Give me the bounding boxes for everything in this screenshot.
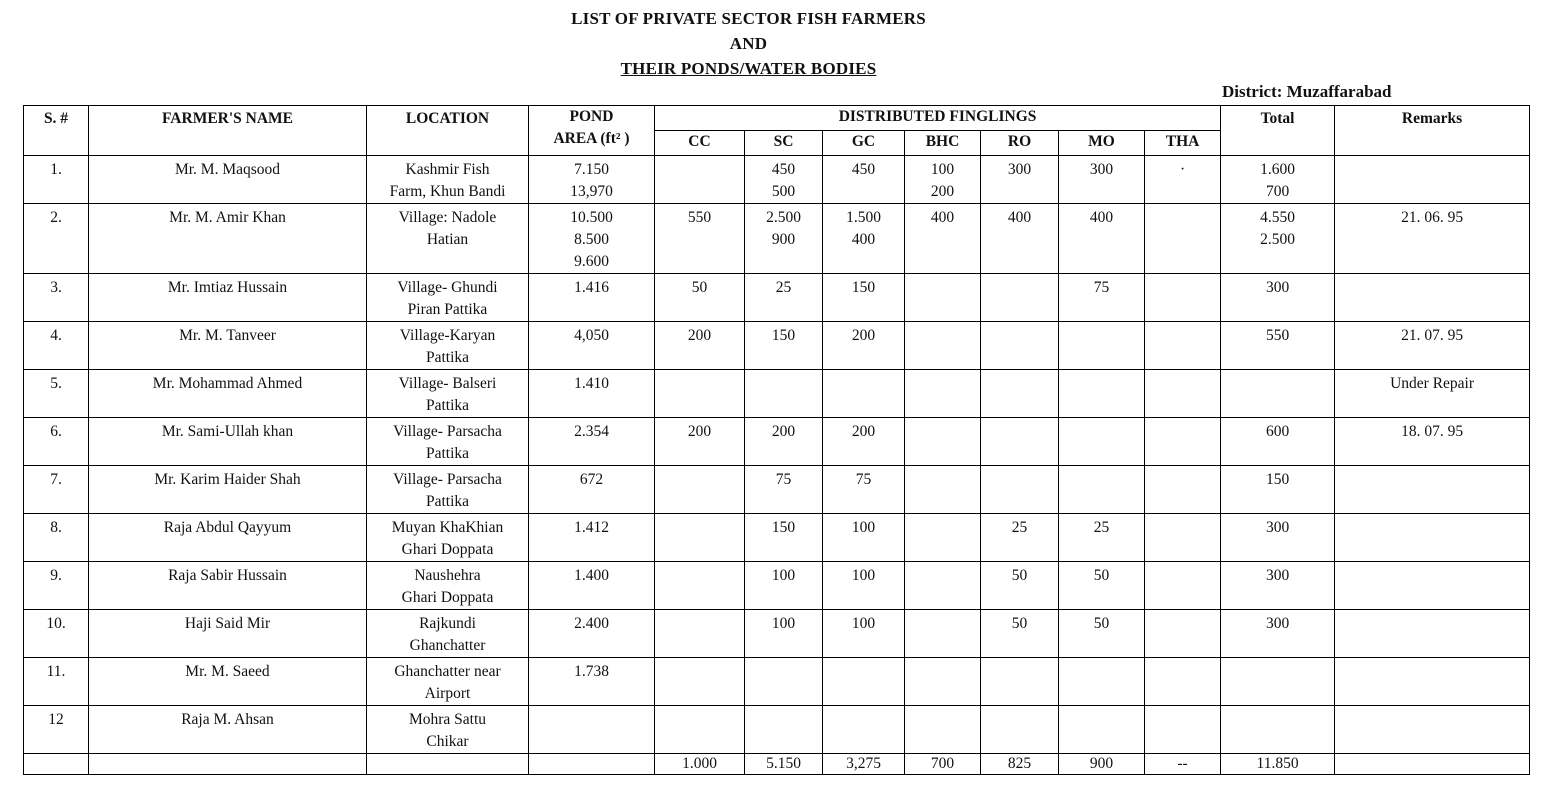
mo-cell-line: 50 [1093, 567, 1110, 584]
gc-cell [823, 562, 905, 610]
mo-cell [1059, 658, 1145, 706]
ro-cell-line: 300 [1007, 161, 1032, 178]
farmer-name-cell: Haji Said Mir [89, 610, 367, 658]
ro-cell [981, 156, 1059, 204]
sc-cell [745, 610, 823, 658]
total-cell [1221, 370, 1335, 418]
sno-cell: 7. [24, 466, 89, 514]
remarks-cell [1335, 610, 1530, 658]
sc-cell-line: 25 [775, 279, 792, 296]
pond-area-cell-line: 7.150 [574, 161, 609, 178]
total-cell [1221, 418, 1335, 466]
location-cell-line: Naushehra [414, 567, 481, 584]
tha-cell [1145, 514, 1221, 562]
mo-cell-line: 400 [1089, 209, 1114, 226]
pond-area-cell [529, 706, 655, 754]
ro-cell [981, 274, 1059, 322]
totals-sno-cell [24, 754, 89, 775]
cc-cell [655, 370, 745, 418]
pond-area-cell-line: 672 [579, 471, 604, 488]
farmer-name-cell: Raja Abdul Qayyum [89, 514, 367, 562]
cc-cell-line: 200 [687, 423, 712, 440]
remarks-cell: 21. 06. 95 [1335, 204, 1530, 274]
sno-cell: 3. [24, 274, 89, 322]
remarks-cell: 18. 07. 95 [1335, 418, 1530, 466]
sno-cell: 2. [24, 204, 89, 274]
pond-area-cell [529, 466, 655, 514]
table-row [24, 370, 1530, 418]
bhc-cell-line: 100 [930, 161, 955, 178]
ro-cell [981, 706, 1059, 754]
gc-cell [823, 706, 905, 754]
gc-cell [823, 322, 905, 370]
cc-cell [655, 514, 745, 562]
gc-cell [823, 466, 905, 514]
location-cell [367, 370, 529, 418]
mo-cell-line: 50 [1093, 615, 1110, 632]
location-cell-line: Ghari Doppata [401, 589, 494, 606]
totals-mo: 900 [1059, 754, 1145, 775]
location-cell-line: Muyan KhaKhian [391, 519, 504, 536]
ro-cell [981, 466, 1059, 514]
totals-location-cell [367, 754, 529, 775]
sc-cell-line: 900 [771, 231, 796, 248]
sc-cell [745, 706, 823, 754]
tha-cell [1145, 204, 1221, 274]
location-cell-line: Village- Balseri [398, 375, 497, 392]
cc-cell [655, 274, 745, 322]
location-cell [367, 322, 529, 370]
total-cell-line: 300 [1265, 567, 1290, 584]
tha-cell [1145, 156, 1221, 204]
gc-cell [823, 514, 905, 562]
table-row [24, 610, 1530, 658]
totals-tha: -- [1145, 754, 1221, 775]
bhc-cell [905, 204, 981, 274]
header-farmer-name: FARMER'S NAME [89, 106, 367, 156]
pond-area-cell [529, 562, 655, 610]
location-cell-line: Ghari Doppata [401, 541, 494, 558]
farmer-name-cell: Raja Sabir Hussain [89, 562, 367, 610]
district-label: District: Muzaffarabad [1222, 82, 1392, 101]
cc-cell [655, 562, 745, 610]
pond-area-cell [529, 418, 655, 466]
location-cell [367, 418, 529, 466]
location-cell [367, 658, 529, 706]
pond-area-cell [529, 514, 655, 562]
gc-cell [823, 274, 905, 322]
sc-cell [745, 658, 823, 706]
sc-cell [745, 418, 823, 466]
ro-cell-line: 50 [1011, 615, 1028, 632]
table-row [24, 418, 1530, 466]
gc-cell-line: 75 [855, 471, 872, 488]
sc-cell-line: 2.500 [766, 209, 801, 226]
bhc-cell-line: 200 [930, 183, 955, 200]
cc-cell [655, 204, 745, 274]
sc-cell [745, 514, 823, 562]
total-cell [1221, 658, 1335, 706]
remarks-cell: Under Repair [1335, 370, 1530, 418]
tha-cell [1145, 466, 1221, 514]
sc-cell [745, 274, 823, 322]
ro-cell [981, 610, 1059, 658]
totals-cc: 1.000 [655, 754, 745, 775]
totals-total: 11.850 [1221, 754, 1335, 775]
total-cell-line: 2.500 [1260, 231, 1295, 248]
gc-cell [823, 370, 905, 418]
sc-cell [745, 322, 823, 370]
mo-cell [1059, 370, 1145, 418]
sno-cell: 6. [24, 418, 89, 466]
location-cell [367, 610, 529, 658]
location-cell-line: Mohra Sattu [408, 711, 487, 728]
mo-cell-line: 300 [1089, 161, 1114, 178]
remarks-cell [1335, 562, 1530, 610]
gc-cell-line: 100 [851, 519, 876, 536]
bhc-cell [905, 156, 981, 204]
sno-cell: 12 [24, 706, 89, 754]
pond-area-cell-line: 13,970 [570, 183, 613, 200]
mo-cell [1059, 418, 1145, 466]
header-total: Total [1221, 106, 1335, 156]
mo-cell [1059, 204, 1145, 274]
gc-cell [823, 156, 905, 204]
location-cell-line: Chikar [426, 733, 469, 750]
pond-area-cell [529, 370, 655, 418]
total-cell-line: 4.550 [1260, 209, 1295, 226]
sc-cell-line: 150 [771, 327, 796, 344]
sno-cell: 4. [24, 322, 89, 370]
location-cell-line: Kashmir Fish [405, 161, 490, 178]
total-cell-line: 300 [1265, 615, 1290, 632]
total-cell [1221, 156, 1335, 204]
cc-cell-line: 50 [691, 279, 708, 296]
sc-cell-line: 500 [771, 183, 796, 200]
farmer-name-cell: Mr. Imtiaz Hussain [89, 274, 367, 322]
sc-cell-line: 100 [771, 615, 796, 632]
location-cell [367, 562, 529, 610]
sno-cell: 11. [24, 658, 89, 706]
gc-cell-line: 150 [851, 279, 876, 296]
header-pond-line-1: POND [569, 108, 614, 125]
location-cell-line: Ghanchatter near [394, 663, 501, 680]
bhc-cell [905, 322, 981, 370]
total-cell-line: 600 [1265, 423, 1290, 440]
bhc-cell [905, 418, 981, 466]
ro-cell [981, 514, 1059, 562]
location-cell-line: Village- Parsacha [393, 471, 502, 488]
mo-cell [1059, 156, 1145, 204]
totals-area-cell [529, 754, 655, 775]
header-cc: CC [655, 131, 745, 156]
cc-cell [655, 706, 745, 754]
cc-cell [655, 466, 745, 514]
total-cell [1221, 466, 1335, 514]
totals-name-cell [89, 754, 367, 775]
bhc-cell [905, 370, 981, 418]
location-cell-line: Village-Karyan [399, 327, 496, 344]
tha-cell [1145, 562, 1221, 610]
location-cell-line: Village: Nadole [398, 209, 497, 226]
location-cell-line: Rajkundi [419, 615, 476, 632]
pond-area-cell-line: 9.600 [574, 253, 609, 270]
tha-cell-line: · [1179, 161, 1186, 178]
table-row [24, 706, 1530, 754]
totals-sc: 5.150 [745, 754, 823, 775]
ro-cell-line: 25 [1011, 519, 1028, 536]
header-row-1 [24, 106, 1530, 131]
gc-cell-line: 400 [851, 231, 876, 248]
total-cell [1221, 322, 1335, 370]
location-cell [367, 156, 529, 204]
header-remarks: Remarks [1335, 106, 1530, 156]
pond-area-cell-line: 1.738 [574, 663, 609, 680]
remarks-cell [1335, 274, 1530, 322]
location-cell [367, 466, 529, 514]
total-cell [1221, 562, 1335, 610]
remarks-cell [1335, 658, 1530, 706]
pond-area-cell [529, 156, 655, 204]
mo-cell [1059, 466, 1145, 514]
gc-cell-line: 100 [851, 615, 876, 632]
location-cell-line: Farm, Khun Bandi [389, 183, 506, 200]
ro-cell [981, 658, 1059, 706]
mo-cell [1059, 514, 1145, 562]
gc-cell-line: 200 [851, 423, 876, 440]
remarks-cell [1335, 706, 1530, 754]
sc-cell-line: 450 [771, 161, 796, 178]
sno-cell: 9. [24, 562, 89, 610]
total-cell-line: 1.600 [1260, 161, 1295, 178]
location-cell [367, 274, 529, 322]
document-title-line-2: AND [729, 34, 768, 53]
header-mo: MO [1059, 131, 1145, 156]
farmer-name-cell: Mr. M. Maqsood [89, 156, 367, 204]
header-ro: RO [981, 131, 1059, 156]
header-pond-area [529, 106, 655, 156]
tha-cell [1145, 274, 1221, 322]
bhc-cell [905, 658, 981, 706]
location-cell-line: Ghanchatter [409, 637, 486, 654]
farmer-name-cell: Mr. Sami-Ullah khan [89, 418, 367, 466]
total-cell [1221, 204, 1335, 274]
sno-cell: 10. [24, 610, 89, 658]
pond-area-cell-line: 8.500 [574, 231, 609, 248]
total-cell-line: 300 [1265, 519, 1290, 536]
document-title-line-3: THEIR PONDS/WATER BODIES [620, 59, 877, 78]
ro-cell-line: 50 [1011, 567, 1028, 584]
location-cell [367, 204, 529, 274]
totals-gc: 3,275 [823, 754, 905, 775]
ro-cell [981, 562, 1059, 610]
ro-cell [981, 204, 1059, 274]
bhc-cell [905, 706, 981, 754]
farmer-name-cell: Mr. M. Amir Khan [89, 204, 367, 274]
table-row [24, 274, 1530, 322]
location-cell-line: Village- Ghundi [397, 279, 498, 296]
header-pond-line-2: AREA (ft² ) [553, 130, 630, 147]
sno-cell: 1. [24, 156, 89, 204]
sc-cell-line: 200 [771, 423, 796, 440]
table-row [24, 466, 1530, 514]
mo-cell [1059, 562, 1145, 610]
total-cell-line: 150 [1265, 471, 1290, 488]
totals-remarks-cell [1335, 754, 1530, 775]
farmer-name-cell: Raja M. Ahsan [89, 706, 367, 754]
tha-cell [1145, 658, 1221, 706]
table-row [24, 322, 1530, 370]
header-sno: S. # [24, 106, 89, 156]
farmer-name-cell: Mr. Mohammad Ahmed [89, 370, 367, 418]
sc-cell-line: 75 [775, 471, 792, 488]
sc-cell [745, 562, 823, 610]
tha-cell [1145, 706, 1221, 754]
ro-cell-line: 400 [1007, 209, 1032, 226]
total-cell [1221, 706, 1335, 754]
gc-cell [823, 610, 905, 658]
sc-cell [745, 156, 823, 204]
fish-farmers-table [23, 105, 1530, 775]
table-row [24, 562, 1530, 610]
mo-cell-line: 75 [1093, 279, 1110, 296]
bhc-cell [905, 610, 981, 658]
header-gc: GC [823, 131, 905, 156]
totals-row [24, 754, 1530, 775]
total-cell [1221, 514, 1335, 562]
tha-cell [1145, 370, 1221, 418]
pond-area-cell [529, 274, 655, 322]
tha-cell [1145, 610, 1221, 658]
mo-cell [1059, 706, 1145, 754]
header-tha: THA [1145, 131, 1221, 156]
gc-cell-line: 1.500 [846, 209, 881, 226]
sc-cell [745, 370, 823, 418]
cc-cell-line: 550 [687, 209, 712, 226]
gc-cell [823, 204, 905, 274]
bhc-cell [905, 514, 981, 562]
gc-cell-line: 100 [851, 567, 876, 584]
farmer-name-cell: Mr. M. Saeed [89, 658, 367, 706]
remarks-cell: 21. 07. 95 [1335, 322, 1530, 370]
location-cell-line: Pattika [425, 397, 470, 414]
mo-cell [1059, 322, 1145, 370]
remarks-cell [1335, 514, 1530, 562]
table-row [24, 514, 1530, 562]
total-cell-line: 700 [1265, 183, 1290, 200]
table-row [24, 658, 1530, 706]
document-title-line-1: LIST OF PRIVATE SECTOR FISH FARMERS [571, 9, 926, 28]
sno-cell: 8. [24, 514, 89, 562]
cc-cell [655, 658, 745, 706]
table-row [24, 156, 1530, 204]
bhc-cell [905, 466, 981, 514]
location-cell-line: Airport [424, 685, 471, 702]
table-body [24, 156, 1530, 754]
location-cell-line: Pattika [425, 349, 470, 366]
cc-cell [655, 418, 745, 466]
pond-area-cell-line: 4,050 [574, 327, 609, 344]
total-cell [1221, 274, 1335, 322]
pond-area-cell-line: 1.416 [574, 279, 609, 296]
totals-ro: 825 [981, 754, 1059, 775]
header-distributed-finglings: DISTRIBUTED FINGLINGS [655, 106, 1221, 131]
tha-cell [1145, 418, 1221, 466]
cc-cell [655, 322, 745, 370]
table-row [24, 204, 1530, 274]
sc-cell [745, 204, 823, 274]
ro-cell [981, 322, 1059, 370]
ro-cell [981, 418, 1059, 466]
sc-cell [745, 466, 823, 514]
location-cell [367, 514, 529, 562]
total-cell-line: 300 [1265, 279, 1290, 296]
bhc-cell [905, 562, 981, 610]
cc-cell [655, 610, 745, 658]
location-cell-line: Pattika [425, 445, 470, 462]
ro-cell [981, 370, 1059, 418]
pond-area-cell [529, 658, 655, 706]
mo-cell [1059, 274, 1145, 322]
sno-cell: 5. [24, 370, 89, 418]
totals-bhc: 700 [905, 754, 981, 775]
pond-area-cell-line: 10.500 [570, 209, 613, 226]
sc-cell-line: 150 [771, 519, 796, 536]
mo-cell-line: 25 [1093, 519, 1110, 536]
farmer-name-cell: Mr. M. Tanveer [89, 322, 367, 370]
gc-cell-line: 450 [851, 161, 876, 178]
pond-area-cell [529, 322, 655, 370]
cc-cell [655, 156, 745, 204]
header-bhc: BHC [905, 131, 981, 156]
tha-cell [1145, 322, 1221, 370]
pond-area-cell [529, 204, 655, 274]
pond-area-cell-line: 1.410 [574, 375, 609, 392]
gc-cell-line: 200 [851, 327, 876, 344]
total-cell [1221, 610, 1335, 658]
pond-area-cell-line: 1.412 [574, 519, 609, 536]
gc-cell [823, 658, 905, 706]
location-cell [367, 706, 529, 754]
sc-cell-line: 100 [771, 567, 796, 584]
location-cell-line: Pattika [425, 493, 470, 510]
pond-area-cell-line: 2.400 [574, 615, 609, 632]
header-sc: SC [745, 131, 823, 156]
location-cell-line: Piran Pattika [407, 301, 488, 318]
mo-cell [1059, 610, 1145, 658]
gc-cell [823, 418, 905, 466]
pond-area-cell-line: 1.400 [574, 567, 609, 584]
pond-area-cell-line: 2.354 [574, 423, 609, 440]
pond-area-cell [529, 610, 655, 658]
remarks-cell [1335, 156, 1530, 204]
location-cell-line: Village- Parsacha [393, 423, 502, 440]
farmer-name-cell: Mr. Karim Haider Shah [89, 466, 367, 514]
header-location: LOCATION [367, 106, 529, 156]
bhc-cell-line: 400 [930, 209, 955, 226]
cc-cell-line: 200 [687, 327, 712, 344]
remarks-cell [1335, 466, 1530, 514]
total-cell-line: 550 [1265, 327, 1290, 344]
location-cell-line: Hatian [426, 231, 469, 248]
bhc-cell [905, 274, 981, 322]
